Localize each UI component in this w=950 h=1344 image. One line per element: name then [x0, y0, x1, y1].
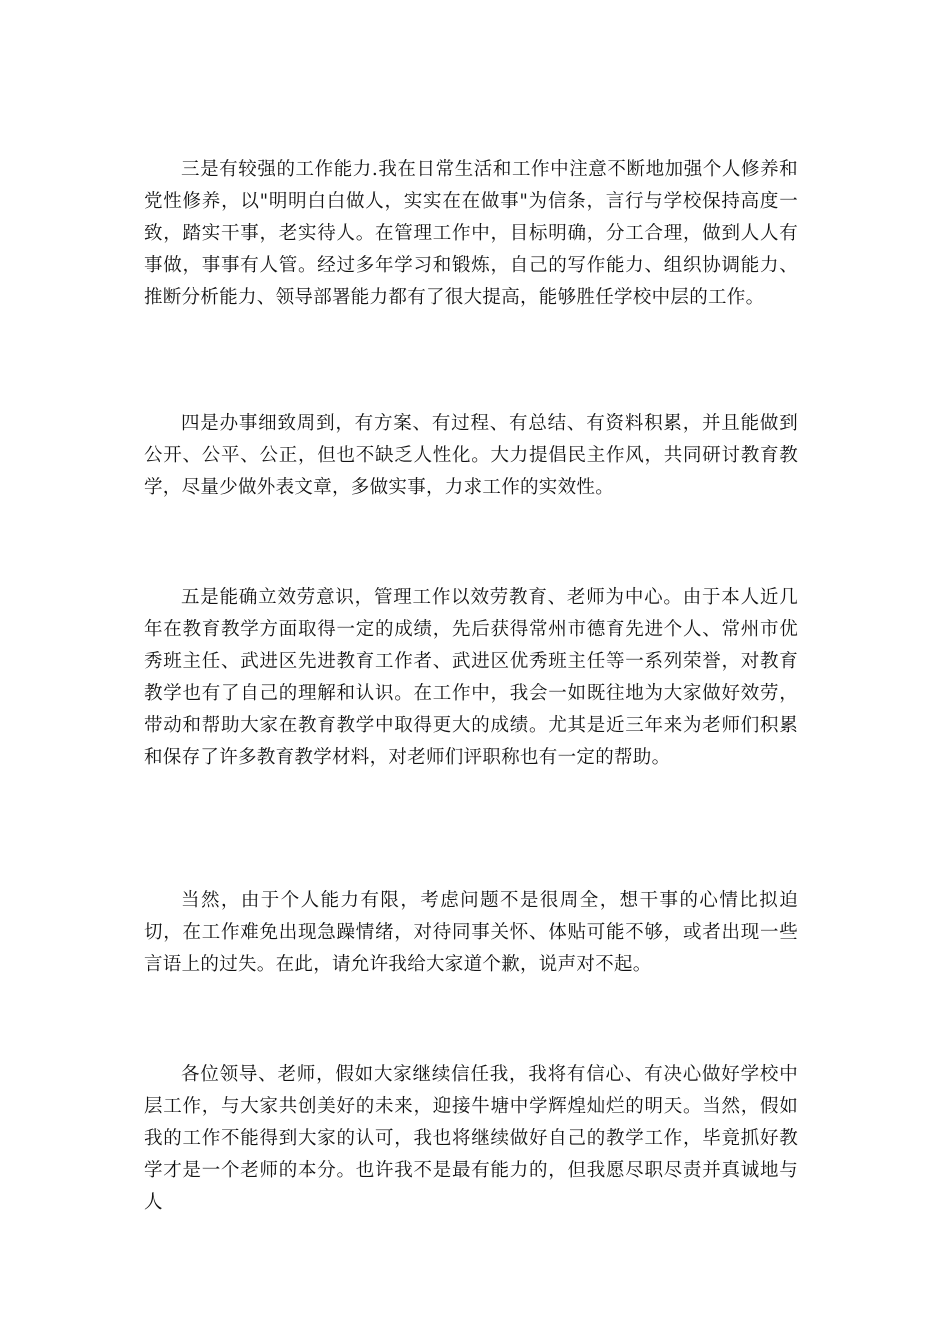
paragraph-closing: 各位领导、老师，假如大家继续信任我，我将有信心、有决心做好学校中层工作，与大家共创美好的未来，迎接牛塘中学辉煌灿烂的明天。当然，假如我的工作不能得到大家的认可，我也将继续做好自己的教学工作，毕竟抓好教学才是一个老师的本分。也许我不是最有能力的，但我愿尽职尽责并真诚地与人: [144, 1064, 798, 1213]
paragraph-work-ability: 三是有较强的工作能力.我在日常生活和工作中注意不断地加强个人修养和党性修养，以"明明白白做人，实实在在做事"为信条，言行与学校保持高度一致，踏实干事，老实待人。在管理工作中，目标明确，分工合理，做到人人有事做，事事有人管。经过多年学习和锻炼，自己的写作能力、组织协调能力、推断分析能力、领导部署能力都有了很大提高，能够胜任学校中层的工作。: [144, 159, 798, 308]
paragraph-service-awareness: 五是能确立效劳意识，管理工作以效劳教育、老师为中心。由于本人近几年在教育教学方面取得一定的成绩，先后获得常州市德育先进个人、常州市优秀班主任、武进区先进教育工作者、武进区优秀班主任等一系列荣誉，对教育教学也有了自己的理解和认识。在工作中，我会一如既往地为大家做好效劳，带动和帮助大家在教育教学中取得更大的成绩。尤其是近三年来为老师们积累和保存了许多教育教学材料，对老师们评职称也有一定的帮助。: [144, 587, 798, 768]
paragraph-meticulous-work: 四是办事细致周到，有方案、有过程、有总结、有资料积累，并且能做到公开、公平、公正，但也不缺乏人性化。大力提倡民主作风，共同研讨教育教学，尽量少做外表文章，多做实事，力求工作的实效性。: [144, 413, 798, 498]
paragraph-shortcomings: 当然，由于个人能力有限，考虑问题不是很周全，想干事的心情比拟迫切，在工作难免出现急躁情绪，对待同事关怀、体贴可能不够，或者出现一些言语上的过失。在此，请允许我给大家道个歉，说声对不起。: [144, 890, 798, 975]
